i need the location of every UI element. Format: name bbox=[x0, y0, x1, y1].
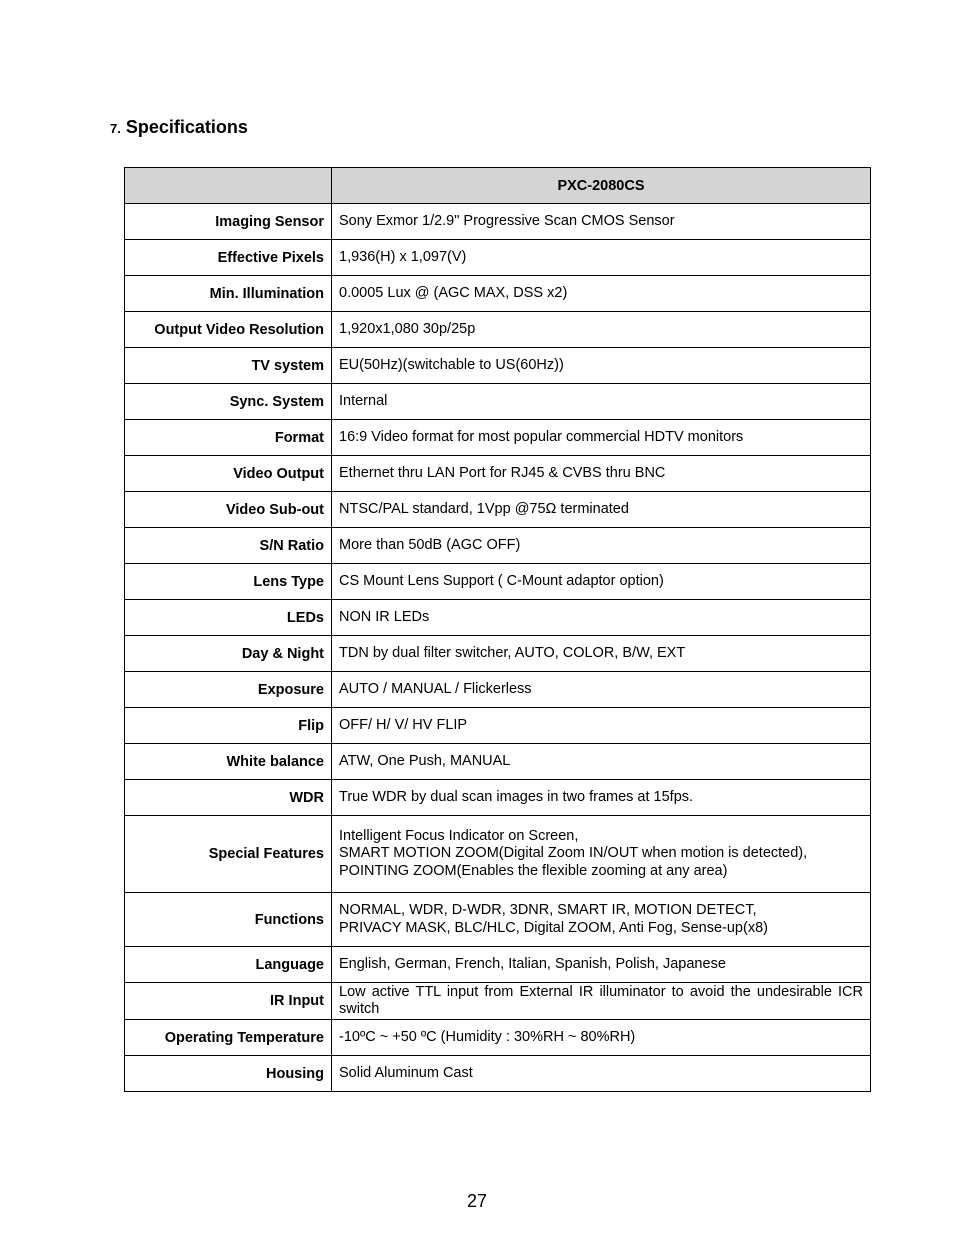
spec-value bbox=[332, 1056, 871, 1092]
table-row bbox=[125, 384, 871, 420]
section-number: 7. bbox=[110, 121, 121, 136]
spec-value-line: NTSC/PAL standard, 1Vpp @75Ω terminated bbox=[339, 500, 629, 517]
spec-value bbox=[332, 708, 871, 744]
spec-label: Special Features bbox=[125, 816, 332, 893]
spec-value bbox=[332, 456, 871, 492]
spec-value bbox=[332, 947, 871, 983]
header-empty-cell bbox=[125, 168, 332, 204]
spec-value-line: English, German, French, Italian, Spanish, Polish, Japanese bbox=[339, 955, 726, 972]
table-row bbox=[125, 1056, 871, 1092]
spec-label: LEDs bbox=[125, 600, 332, 636]
table-row bbox=[125, 780, 871, 816]
spec-value-line: True WDR by dual scan images in two frames at 15fps. bbox=[339, 788, 694, 805]
spec-label: White balance bbox=[125, 744, 332, 780]
spec-value-line: NON IR LEDs bbox=[339, 608, 430, 625]
spec-label: Lens Type bbox=[125, 564, 332, 600]
spec-value bbox=[332, 240, 871, 276]
spec-value bbox=[332, 528, 871, 564]
table-row bbox=[125, 492, 871, 528]
spec-label: Format bbox=[125, 420, 332, 456]
table-row bbox=[125, 600, 871, 636]
spec-label: WDR bbox=[125, 780, 332, 816]
spec-label: Effective Pixels bbox=[125, 240, 332, 276]
spec-label: Housing bbox=[125, 1056, 332, 1092]
spec-label: Day & Night bbox=[125, 636, 332, 672]
spec-value-line: Ethernet thru LAN Port for RJ45 & CVBS thru BNC bbox=[339, 464, 666, 481]
spec-label: Functions bbox=[125, 893, 332, 947]
spec-label: Output Video Resolution bbox=[125, 312, 332, 348]
specifications-table bbox=[124, 167, 871, 1092]
spec-value bbox=[332, 893, 871, 947]
table-row bbox=[125, 456, 871, 492]
spec-value-line: Solid Aluminum Cast bbox=[339, 1064, 473, 1081]
spec-value-line: OFF/ H/ V/ HV FLIP bbox=[339, 716, 468, 733]
spec-label: Video Sub-out bbox=[125, 492, 332, 528]
table-row bbox=[125, 420, 871, 456]
spec-value bbox=[332, 312, 871, 348]
table-row bbox=[125, 983, 871, 1020]
table-row bbox=[125, 240, 871, 276]
spec-value bbox=[332, 744, 871, 780]
spec-value-line: Intelligent Focus Indicator on Screen, bbox=[339, 827, 579, 844]
spec-label: Video Output bbox=[125, 456, 332, 492]
spec-label: Language bbox=[125, 947, 332, 983]
spec-label: Exposure bbox=[125, 672, 332, 708]
spec-value-line: ATW, One Push, MANUAL bbox=[339, 752, 511, 769]
spec-value bbox=[332, 348, 871, 384]
spec-value bbox=[332, 384, 871, 420]
spec-value-line: 16:9 Video format for most popular commercial HDTV monitors bbox=[339, 428, 744, 445]
spec-value-line: 1,936(H) x 1,097(V) bbox=[339, 248, 467, 265]
spec-value bbox=[332, 780, 871, 816]
model-header: PXC-2080CS bbox=[332, 168, 871, 204]
spec-label: TV system bbox=[125, 348, 332, 384]
spec-value-line: Low active TTL input from External IR illuminator to avoid the undesirable ICR switch bbox=[339, 983, 863, 1017]
spec-value-line: EU(50Hz)(switchable to US(60Hz)) bbox=[339, 356, 564, 373]
spec-value-line: NORMAL, WDR, D-WDR, 3DNR, SMART IR, MOTION DETECT, bbox=[339, 902, 757, 918]
table-row bbox=[125, 947, 871, 983]
table-row bbox=[125, 744, 871, 780]
table-row bbox=[125, 564, 871, 600]
spec-value-line: CS Mount Lens Support ( C-Mount adaptor option) bbox=[339, 572, 664, 589]
table-row bbox=[125, 276, 871, 312]
spec-value bbox=[332, 420, 871, 456]
spec-value bbox=[332, 672, 871, 708]
spec-value-line: TDN by dual filter switcher, AUTO, COLOR, B/W, EXT bbox=[339, 644, 686, 661]
table-row bbox=[125, 636, 871, 672]
spec-label: Min. Illumination bbox=[125, 276, 332, 312]
spec-value-line: Sony Exmor 1/2.9" Progressive Scan CMOS Sensor bbox=[339, 212, 675, 229]
spec-value bbox=[332, 983, 871, 1020]
section-heading bbox=[110, 117, 248, 138]
spec-label: Operating Temperature bbox=[125, 1020, 332, 1056]
page-number: 27 bbox=[466, 1191, 488, 1211]
table-row bbox=[125, 204, 871, 240]
section-title: Specifications bbox=[125, 117, 248, 137]
spec-value-line: POINTING ZOOM(Enables the flexible zooming at any area) bbox=[339, 862, 728, 879]
spec-value-line: PRIVACY MASK, BLC/HLC, Digital ZOOM, Anti Fog, Sense-up(x8) bbox=[339, 919, 768, 936]
spec-value-line: Internal bbox=[339, 392, 388, 409]
spec-value-line: AUTO / MANUAL / Flickerless bbox=[339, 680, 532, 697]
spec-value bbox=[332, 1020, 871, 1056]
table-body bbox=[125, 204, 871, 1092]
spec-value bbox=[332, 204, 871, 240]
spec-value bbox=[332, 564, 871, 600]
spec-value-line: -10ºC ~ +50 ºC (Humidity : 30%RH ~ 80%RH) bbox=[339, 1028, 636, 1045]
table-row bbox=[125, 893, 871, 947]
table-row bbox=[125, 312, 871, 348]
table-row bbox=[125, 528, 871, 564]
spec-label: Sync. System bbox=[125, 384, 332, 420]
spec-value-line: 0.0005 Lux @ (AGC MAX, DSS x2) bbox=[339, 284, 568, 301]
spec-value-line: More than 50dB (AGC OFF) bbox=[339, 536, 521, 553]
table-header-row bbox=[125, 168, 871, 204]
spec-value bbox=[332, 492, 871, 528]
table-row bbox=[125, 708, 871, 744]
spec-label: Imaging Sensor bbox=[125, 204, 332, 240]
spec-value-line: SMART MOTION ZOOM(Digital Zoom IN/OUT when motion is detected), bbox=[339, 845, 808, 862]
spec-value bbox=[332, 816, 871, 893]
spec-value-line: 1,920x1,080 30p/25p bbox=[339, 320, 476, 337]
spec-value bbox=[332, 276, 871, 312]
spec-label: S/N Ratio bbox=[125, 528, 332, 564]
spec-label: Flip bbox=[125, 708, 332, 744]
table-row bbox=[125, 816, 871, 893]
spec-value bbox=[332, 636, 871, 672]
table-row bbox=[125, 672, 871, 708]
table-row bbox=[125, 1020, 871, 1056]
spec-label: IR Input bbox=[125, 983, 332, 1020]
table-row bbox=[125, 348, 871, 384]
spec-value bbox=[332, 600, 871, 636]
